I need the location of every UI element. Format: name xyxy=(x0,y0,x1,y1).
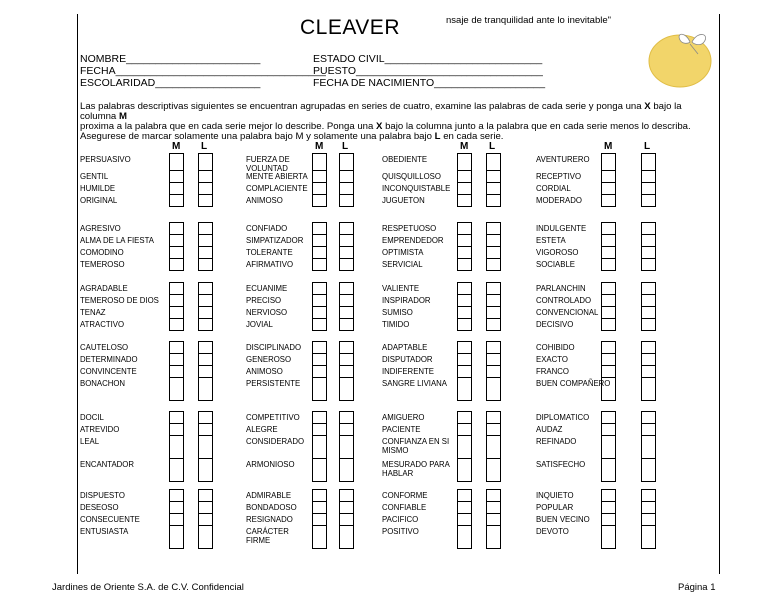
word-label: MODERADO xyxy=(536,196,582,205)
word-label: ESTETA xyxy=(536,236,566,245)
footer-page-number: Página 1 xyxy=(678,582,716,593)
l-checkbox[interactable] xyxy=(641,153,656,171)
m-checkbox[interactable] xyxy=(169,525,184,549)
l-checkbox[interactable] xyxy=(641,525,656,549)
word-label: ATREVIDO xyxy=(80,425,120,434)
l-checkbox[interactable] xyxy=(486,194,501,207)
column-label-m: M xyxy=(172,141,181,152)
word-label: SUMISO xyxy=(382,308,413,317)
word-label: PERSUASIVO xyxy=(80,155,131,164)
m-checkbox[interactable] xyxy=(312,458,327,482)
word-label: AGRADABLE xyxy=(80,284,128,293)
word-label: CONVENCIONAL xyxy=(536,308,599,317)
word-label: INSPIRADOR xyxy=(382,296,431,305)
field-fecha[interactable]: FECHA____________________________________ xyxy=(80,65,326,77)
l-checkbox[interactable] xyxy=(198,153,213,171)
word-label: GENEROSO xyxy=(246,355,292,364)
word-label: PRECISO xyxy=(246,296,282,305)
word-label: CONFIABLE xyxy=(382,503,427,512)
l-checkbox[interactable] xyxy=(198,194,213,207)
m-checkbox[interactable] xyxy=(312,153,327,171)
field-puesto[interactable]: PUESTO________________________________ xyxy=(313,65,543,77)
word-label: CONSECUENTE xyxy=(80,515,140,524)
l-checkbox[interactable] xyxy=(339,258,354,271)
field-estado-civil[interactable]: ESTADO CIVIL___________________________ xyxy=(313,53,543,65)
word-label: VIGOROSO xyxy=(536,248,579,257)
word-label: CORDIAL xyxy=(536,184,571,193)
word-label: TOLERANTE xyxy=(246,248,293,257)
word-label: DESEOSO xyxy=(80,503,119,512)
word-label: MESURADO PARA HABLAR xyxy=(382,460,450,478)
column-label-l: L xyxy=(342,141,349,152)
l-checkbox[interactable] xyxy=(198,458,213,482)
l-checkbox[interactable] xyxy=(641,258,656,271)
word-label: PACIENTE xyxy=(382,425,421,434)
word-label: HUMILDE xyxy=(80,184,116,193)
word-label: AUDAZ xyxy=(536,425,563,434)
word-label: JOVIAL xyxy=(246,320,273,329)
word-label: CONTROLADO xyxy=(536,296,592,305)
word-label: INDULGENTE xyxy=(536,224,587,233)
word-label: INCONQUISTABLE xyxy=(382,184,451,193)
l-checkbox[interactable] xyxy=(641,458,656,482)
m-checkbox[interactable] xyxy=(169,194,184,207)
word-label: POSITIVO xyxy=(382,527,419,536)
word-label: EXACTO xyxy=(536,355,568,364)
word-label: GENTIL xyxy=(80,172,109,181)
word-label: ENTUSIASTA xyxy=(80,527,129,536)
m-checkbox[interactable] xyxy=(312,194,327,207)
word-label: NERVIOSO xyxy=(246,308,288,317)
word-label: CONFORME xyxy=(382,491,428,500)
m-checkbox[interactable] xyxy=(312,377,327,401)
word-label: DISCIPLINADO xyxy=(246,343,302,352)
word-label: ALEGRE xyxy=(246,425,278,434)
word-label: AVENTURERO xyxy=(536,155,590,164)
m-checkbox[interactable] xyxy=(457,258,472,271)
m-checkbox[interactable] xyxy=(457,153,472,171)
l-checkbox[interactable] xyxy=(198,377,213,401)
m-checkbox[interactable] xyxy=(457,318,472,331)
instructions: Las palabras descriptivas siguientes se encuentran agrupadas en series de cuatro, examine las palabras de cada serie y ponga una X bajo la columna M proxima a la palabra que en cada serie mejor lo describe. Ponga una X bajo la columna junto a la palabra que en cada serie menos lo describa. Asegurese de marcar solamente una palabra bajo M y solamente una palabra bajo L en cada serie. xyxy=(80,101,691,142)
word-label: DOCIL xyxy=(80,413,104,422)
word-label: MENTE ABIERTA xyxy=(246,172,308,181)
word-label: ATRACTIVO xyxy=(80,320,125,329)
m-checkbox[interactable] xyxy=(312,435,327,459)
l-checkbox[interactable] xyxy=(198,435,213,459)
word-label: BUEN VECINO xyxy=(536,515,590,524)
word-label: RESIGNADO xyxy=(246,515,293,524)
l-checkbox[interactable] xyxy=(339,318,354,331)
word-label: ALMA DE LA FIESTA xyxy=(80,236,154,245)
l-checkbox[interactable] xyxy=(486,258,501,271)
word-label: DISPUTADOR xyxy=(382,355,433,364)
m-checkbox[interactable] xyxy=(457,194,472,207)
word-label: ADMIRABLE xyxy=(246,491,292,500)
l-checkbox[interactable] xyxy=(339,458,354,482)
word-label: SATISFECHO xyxy=(536,460,586,469)
field-fecha-nacimiento[interactable]: FECHA DE NACIMIENTO___________________ xyxy=(313,77,546,89)
m-checkbox[interactable] xyxy=(457,377,472,401)
word-label: ECUANIME xyxy=(246,284,288,293)
word-label: FUERZA DE VOLUNTAD xyxy=(246,155,290,173)
l-checkbox[interactable] xyxy=(339,377,354,401)
word-label: AFIRMATIVO xyxy=(246,260,294,269)
l-checkbox[interactable] xyxy=(486,525,501,549)
word-label: COHIBIDO xyxy=(536,343,575,352)
word-label: RECEPTIVO xyxy=(536,172,582,181)
word-label: POPULAR xyxy=(536,503,574,512)
l-checkbox[interactable] xyxy=(198,318,213,331)
word-label: BONDADOSO xyxy=(246,503,297,512)
word-label: AGRESIVO xyxy=(80,224,121,233)
word-label: VALIENTE xyxy=(382,284,420,293)
word-label: ENCANTADOR xyxy=(80,460,135,469)
l-checkbox[interactable] xyxy=(486,153,501,171)
word-label: TENAZ xyxy=(80,308,106,317)
word-label: COMPETITIVO xyxy=(246,413,300,422)
word-label: BONACHON xyxy=(80,379,126,388)
word-label: PARLANCHIN xyxy=(536,284,586,293)
field-nombre[interactable]: NOMBRE_______________________ xyxy=(80,53,261,65)
word-label: BUEN COMPAÑERO xyxy=(536,379,611,388)
word-label: INDIFERENTE xyxy=(382,367,434,376)
column-label-l: L xyxy=(201,141,208,152)
word-label: CAUTELOSO xyxy=(80,343,129,352)
column-label-l: L xyxy=(489,141,496,152)
column-label-l: L xyxy=(644,141,651,152)
word-label: REFINADO xyxy=(536,437,577,446)
word-label: AMIGUERO xyxy=(382,413,425,422)
word-label: CONVINCENTE xyxy=(80,367,137,376)
word-label: LEAL xyxy=(80,437,100,446)
word-label: CONFIADO xyxy=(246,224,288,233)
l-checkbox[interactable] xyxy=(198,525,213,549)
m-checkbox[interactable] xyxy=(169,435,184,459)
word-label: ORIGINAL xyxy=(80,196,118,205)
m-checkbox[interactable] xyxy=(457,458,472,482)
l-checkbox[interactable] xyxy=(339,435,354,459)
header-quote: nsaje de tranquilidad ante lo inevitable" xyxy=(446,15,611,26)
m-checkbox[interactable] xyxy=(457,435,472,459)
column-label-m: M xyxy=(460,141,469,152)
word-label: SOCIABLE xyxy=(536,260,575,269)
page-title: CLEAVER xyxy=(300,16,400,39)
m-checkbox[interactable] xyxy=(169,258,184,271)
footer-company: Jardines de Oriente S.A. de C.V. Confidencial xyxy=(52,582,244,593)
word-label: CONSIDERADO xyxy=(246,437,305,446)
word-label: SANGRE LIVIANA xyxy=(382,379,447,388)
word-label: COMPLACIENTE xyxy=(246,184,308,193)
word-label: ARMONIOSO xyxy=(246,460,295,469)
word-label: OBEDIENTE xyxy=(382,155,428,164)
word-label: DECISIVO xyxy=(536,320,574,329)
column-label-m: M xyxy=(315,141,324,152)
word-label: CARÁCTER FIRME xyxy=(246,527,289,545)
l-checkbox[interactable] xyxy=(486,435,501,459)
l-checkbox[interactable] xyxy=(486,318,501,331)
m-checkbox[interactable] xyxy=(169,377,184,401)
word-label: FRANCO xyxy=(536,367,569,376)
word-label: DISPUESTO xyxy=(80,491,125,500)
column-label-m: M xyxy=(604,141,613,152)
word-label: DETERMINADO xyxy=(80,355,138,364)
l-checkbox[interactable] xyxy=(641,194,656,207)
word-label: TIMIDO xyxy=(382,320,410,329)
word-label: PERSISTENTE xyxy=(246,379,301,388)
l-checkbox[interactable] xyxy=(486,458,501,482)
l-checkbox[interactable] xyxy=(339,525,354,549)
m-checkbox[interactable] xyxy=(312,258,327,271)
m-checkbox[interactable] xyxy=(169,153,184,171)
word-label: TEMEROSO DE DIOS xyxy=(80,296,159,305)
word-label: OPTIMISTA xyxy=(382,248,424,257)
word-label: DIPLOMATICO xyxy=(536,413,590,422)
m-checkbox[interactable] xyxy=(312,318,327,331)
word-label: JUGUETON xyxy=(382,196,425,205)
word-label: ANIMOSO xyxy=(246,367,283,376)
orange-logo-icon xyxy=(646,26,718,88)
l-checkbox[interactable] xyxy=(486,377,501,401)
word-label: TEMEROSO xyxy=(80,260,125,269)
m-checkbox[interactable] xyxy=(312,525,327,549)
field-escolaridad[interactable]: ESCOLARIDAD__________________ xyxy=(80,77,261,89)
m-checkbox[interactable] xyxy=(457,525,472,549)
l-checkbox[interactable] xyxy=(339,194,354,207)
word-label: QUISQUILLOSO xyxy=(382,172,441,181)
word-label: COMODINO xyxy=(80,248,124,257)
word-label: CONFIANZA EN SI MISMO xyxy=(382,437,450,455)
word-label: RESPETUOSO xyxy=(382,224,437,233)
m-checkbox[interactable] xyxy=(169,458,184,482)
word-label: INQUIETO xyxy=(536,491,574,500)
l-checkbox[interactable] xyxy=(198,258,213,271)
word-label: SERVICIAL xyxy=(382,260,423,269)
word-label: ANIMOSO xyxy=(246,196,283,205)
l-checkbox[interactable] xyxy=(641,435,656,459)
word-label: ADAPTABLE xyxy=(382,343,428,352)
m-checkbox[interactable] xyxy=(169,318,184,331)
word-label: EMPRENDEDOR xyxy=(382,236,444,245)
word-label: SIMPATIZADOR xyxy=(246,236,304,245)
l-checkbox[interactable] xyxy=(641,377,656,401)
l-checkbox[interactable] xyxy=(641,318,656,331)
word-label: DEVOTO xyxy=(536,527,569,536)
l-checkbox[interactable] xyxy=(339,153,354,171)
word-label: PACIFICO xyxy=(382,515,419,524)
